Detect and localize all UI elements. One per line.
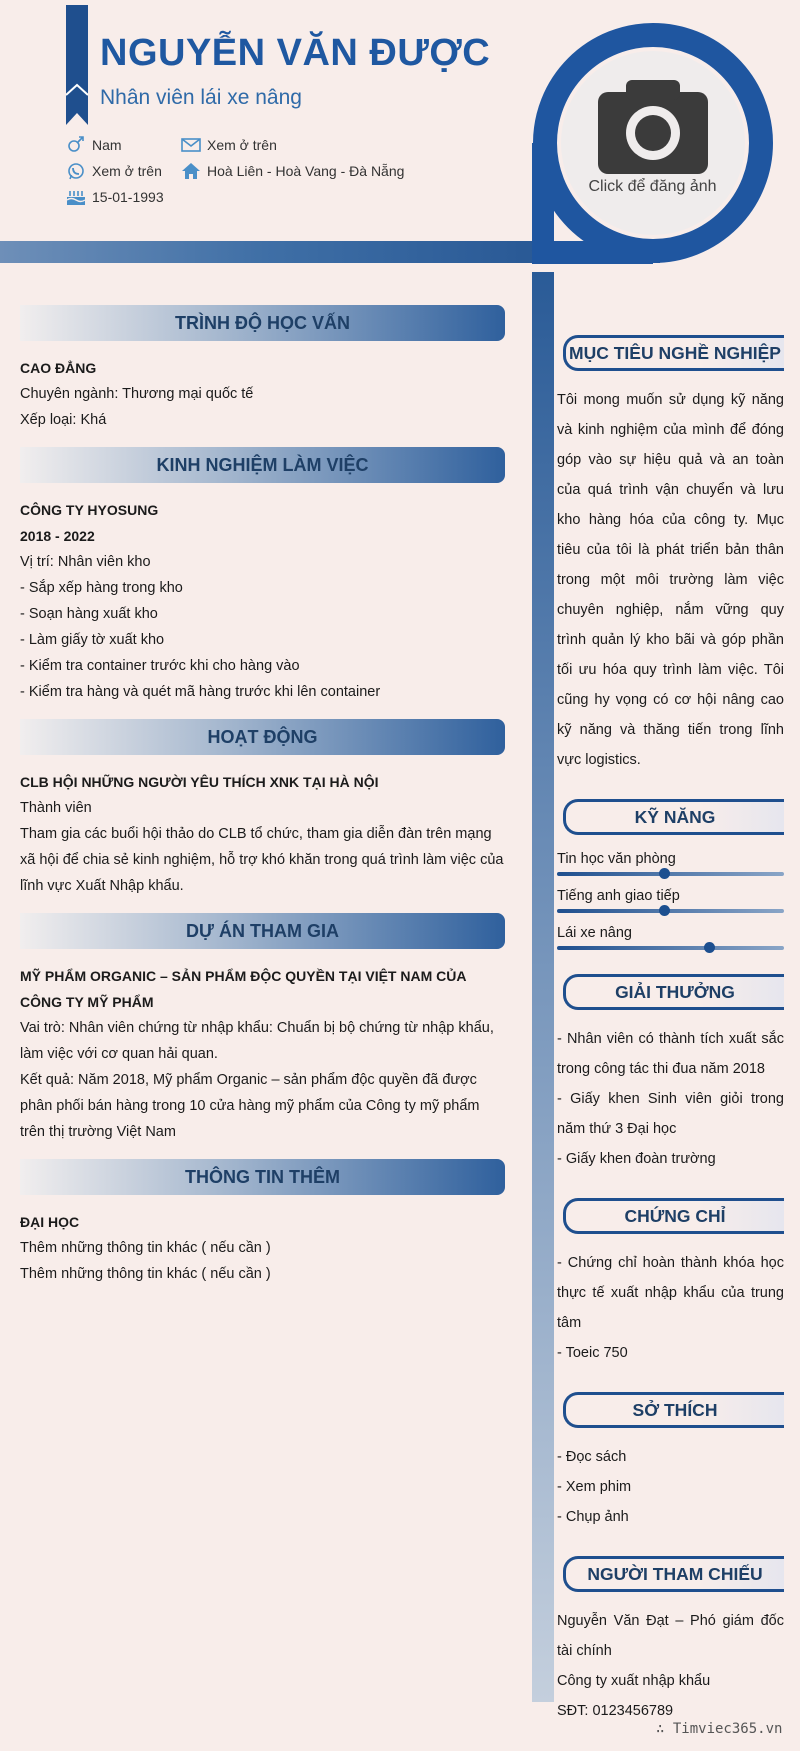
projects-section [20,913,505,1145]
experience-title: KINH NGHIỆM LÀM VIỆC [20,447,505,483]
sidebar-column [557,335,784,1750]
watermark-text: ∴ Timviec365.vn [656,1721,783,1737]
home-icon [181,162,201,180]
info-address [181,162,404,180]
gender-text: Nam [92,137,122,153]
skill-level-track [557,872,784,876]
activities-title: HOẠT ĐỘNG [20,719,505,755]
camera-icon [598,80,708,174]
reference-item: SĐT: 0123456789 [557,1703,674,1719]
skill-name: Tin học văn phòng [557,851,676,867]
info-gender [66,136,122,154]
project-result: Kết quả: Năm 2018, Mỹ phẩm Organic – sản phẩm độc quyền đã được phân phối bán hàng trong 10 cửa hàng mỹ phẩm của Công ty mỹ phẩm trên thị trường Việt Nam [20,1072,480,1140]
envelope-icon [181,136,201,154]
whatsapp-phone-icon [66,162,86,180]
experience-line: Vị trí: Nhân viên kho [20,554,151,570]
skill-level-track [557,909,784,913]
hobby-item: - Chụp ảnh [557,1509,629,1525]
education-title: TRÌNH ĐỘ HỌC VẤN [20,305,505,341]
extra-line: Thêm những thông tin khác ( nếu cần ) [20,1266,271,1282]
photo-upload-label[interactable]: Click để đăng ảnh [588,178,717,195]
gender-icon [66,136,86,154]
skill-item [557,923,784,950]
experience-line: - Sắp xếp hàng trong kho [20,580,183,596]
activities-section [20,719,505,899]
extra-line: Thêm những thông tin khác ( nếu cần ) [20,1240,271,1256]
education-major: Chuyên ngành: Thương mại quốc tế [20,386,254,402]
objective-text: Tôi mong muốn sử dụng kỹ năng và kinh nghiệm của mình để đóng góp vào sự hiệu quả và an toàn của quá trình vận chuyển và lưu kho hàng hóa của công ty. Mục tiêu của tôi là phát triển bản thân trong một môi trường làm việc chuyên nghiệp, nắm vững quy trình quản lý kho bãi và góp phần tối ưu hóa quy trình làm việc. Tôi cũng hy vọng có cơ hội nâng cao kỹ năng và thăng tiến trong lĩnh vực logistics. [557,392,784,768]
references-title: NGƯỜI THAM CHIẾU [563,1556,784,1592]
activities-org: CLB HỘI NHỮNG NGƯỜI YÊU THÍCH XNK TẠI HÀ NỘI [20,774,379,790]
award-item: - Nhân viên có thành tích xuất sắc trong công tác thi đua năm 2018 [557,1031,784,1077]
candidate-name: NGUYỄN VĂN ĐƯỢC [100,32,491,74]
project-name: MỸ PHẨM ORGANIC – SẢN PHẨM ĐỘC QUYỀN TẠI VIỆT NAM CỦA CÔNG TY MỸ PHẨM [20,968,466,1010]
reference-item: Công ty xuất nhập khẩu [557,1673,711,1689]
bookmark-ribbon-icon [66,5,88,125]
email-text: Xem ở trên [207,137,277,153]
project-role: Vai trò: Nhân viên chứng từ nhập khẩu: Chuẩn bị bộ chứng từ nhập khẩu, làm việc với cơ quan hải quan. [20,1020,494,1062]
awards-section [557,974,784,1174]
sidebar-bar [532,272,554,1702]
skill-level-track [557,946,784,950]
info-email [181,136,277,154]
objective-title: MỤC TIÊU NGHỀ NGHIỆP [563,335,784,371]
education-section [20,305,505,433]
hobby-item: - Xem phim [557,1479,632,1495]
experience-line: - Kiểm tra hàng và quét mã hàng trước khi lên container [20,684,381,700]
objective-section [557,335,784,775]
birthday-text: 15-01-1993 [92,189,164,205]
job-title: Nhân viên lái xe nâng [100,86,302,109]
extra-title: THÔNG TIN THÊM [20,1159,505,1195]
experience-line: - Kiểm tra container trước khi cho hàng vào [20,658,300,674]
skill-item [557,886,784,913]
skills-list [557,849,784,950]
hobbies-section [557,1392,784,1532]
projects-title: DỰ ÁN THAM GIA [20,913,505,949]
activities-role: Thành viên [20,800,92,816]
education-school: CAO ĐẲNG [20,360,97,376]
extra-heading: ĐẠI HỌC [20,1214,80,1230]
skill-item [557,849,784,876]
hobbies-title: SỞ THÍCH [563,1392,784,1428]
award-item: - Giấy khen Sinh viên giỏi trong năm thứ 3 Đại học [557,1091,784,1137]
skill-level-dot [659,868,670,879]
references-section [557,1556,784,1726]
info-phone [66,162,162,180]
skills-section [557,799,784,950]
certificate-item: - Toeic 750 [557,1345,628,1361]
skill-name: Tiếng anh giao tiếp [557,888,680,904]
extra-section [20,1159,505,1287]
photo-upload[interactable] [532,22,774,264]
certificates-section [557,1198,784,1368]
experience-period: 2018 - 2022 [20,528,95,544]
experience-line: - Làm giấy tờ xuất kho [20,632,165,648]
hobby-item: - Đọc sách [557,1449,627,1465]
certificate-item: - Chứng chỉ hoàn thành khóa học thực tế xuất nhập khẩu của trung tâm [557,1255,784,1331]
birthday-cake-icon [66,188,86,206]
address-text: Hoà Liên - Hoà Vang - Đà Nẵng [207,163,405,179]
reference-item: Nguyễn Văn Đạt – Phó giám đốc tài chính [557,1613,784,1659]
activities-description: Tham gia các buổi hội thảo do CLB tổ chức, tham gia diễn đàn trên mạng xã hội để chia sẻ kinh nghiệm, hỗ trợ khó khăn trong quá trình làm việc của lĩnh vực Xuất Nhập khẩu. [20,826,504,894]
awards-title: GIẢI THƯỞNG [563,974,784,1010]
skill-name: Lái xe nâng [557,925,632,941]
info-birthday [66,188,164,206]
cv-header [0,0,800,270]
skill-level-dot [704,942,715,953]
experience-company: CÔNG TY HYOSUNG [20,502,159,518]
experience-section [20,447,505,705]
main-column [20,305,505,1301]
skill-level-dot [659,905,670,916]
skills-title: KỸ NĂNG [563,799,784,835]
award-item: - Giấy khen đoàn trường [557,1151,716,1167]
education-grade: Xếp loại: Khá [20,412,107,428]
phone-text: Xem ở trên [92,163,162,179]
certificates-title: CHỨNG CHỈ [563,1198,784,1234]
experience-line: - Soạn hàng xuất kho [20,606,158,622]
